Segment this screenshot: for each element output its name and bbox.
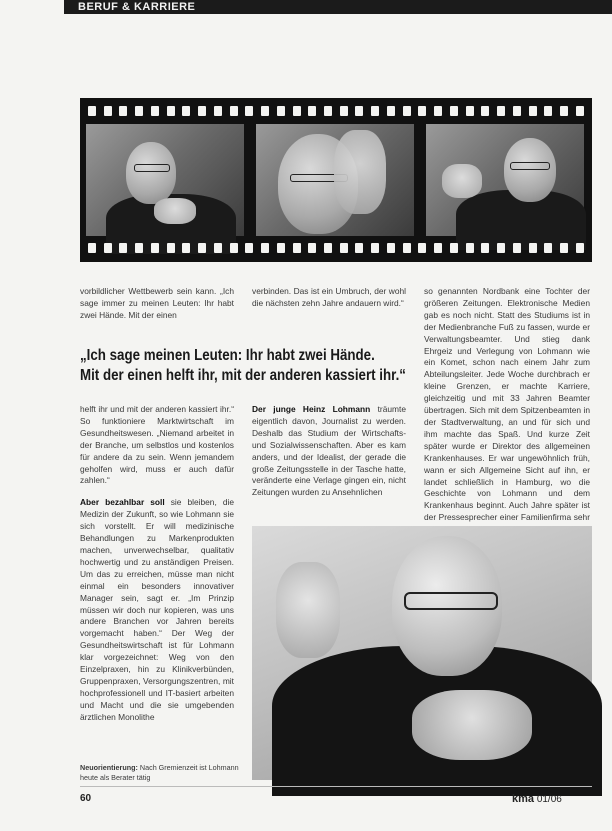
col1-p2-body: sie bleiben, die Medizin der Zukunft, so wie Lohmann sie sich vorstellt. Er will medizinische Behandlungen zu Markenprodukten machen, unverwechselbar, qualitativ hochwertig und zu anständigen Preisen. Um das zu erreichen, müsse man nicht einmal ein besonders innovativer Manager sein, sagt er. „Im Prinzip müssen wir doch nur kopieren, was uns andere Branchen vor Jahren bereits vorgemacht haben.“ Der Weg der Gesundheitswirtschaft ist für Lohmann klar vorgezeichnet: Weg von den Einzelpraxen, hin zu Klinikverbünden, Gruppenpraxen, Versorgungszentren, mit hochprofessionell und IT-basiert arbeiten und Macht und die sie umgebenden ärztlichen Monolithe <box>80 497 235 722</box>
film-frame-2 <box>256 124 414 236</box>
film-strip-photo <box>80 98 592 262</box>
photo-glasses <box>404 592 498 610</box>
pull-quote <box>80 346 406 385</box>
photo-caption <box>80 763 246 783</box>
column-2 <box>252 404 406 514</box>
col2-p1-body: träumte eigentlich davon, Journalist zu werden. Deshalb das Studium der Wirtschafts- und Sozialwissenschaften. Aber es kam anders, und der Idealist, der gerade die große Zeitungsstelle in der Tasche hatte, veränderte eine Verlage gingen ein, nicht Zeitungen wurden zu Ansehnlichen <box>252 404 406 498</box>
column-3: so genannten Nordbank eine Tochter der größeren Zeitungen. Elektronische Medien gab es noch nicht. Statt des Studiums ist in der Medienbranche Fuß zu fassen, wurde er Verwaltungsbeamter. Und stieg dank Ehrgeiz und Verlegung von Lohmann wie ein Komet, schon nach einem Jahr zum Abteilungsleiter. Jede Woche durchbrach er kleine Grenzen, er machte Karriere, gleichzeitig und mit 33 Jahren Beamter übertragen. Sich mit dem Spitzenbeamten in der Stadtverwaltung, an und für sich und ihm machte das Spaß. Und kurze Zeit später wurde er Direktor des allgemeinen Krankenhauses. Er war ungewöhnlich früh, wann er sich Allgemeine Sicht auf ihn, er landet schließlich in Hamburg, wo die Geschichte von Lohmann und dem Krankenhaus beginnt. Auch Jahre später ist der Pressesprecher einer Familienfirma sehr <box>424 286 590 523</box>
col1-paragraph-1: helft ihr und mit der anderen kassiert ihr.“ So funktioniere Marktwirtschaft im Gesundheitswesen. „Niemand arbeitet in der Branche, um selbstlos und kostenlos für andere da zu sein. Wenn jemandem geholfen wird, muss er auch dafür zahlen.“ <box>80 404 234 486</box>
photo-hands <box>412 690 532 760</box>
caption-lead: Neuorientierung: <box>80 763 138 772</box>
issue-number: 01/06 <box>536 794 562 805</box>
film-frame-3 <box>426 124 584 236</box>
pull-quote-line-2: Mit der einen helft ihr, mit der anderen kassiert ihr.“ <box>80 366 406 384</box>
col2-paragraph-1 <box>252 404 406 499</box>
photo-hand-left <box>276 562 340 658</box>
magazine-name: kma <box>512 793 535 805</box>
pull-quote-line-1: „Ich sage meinen Leuten: Ihr habt zwei Hände. <box>80 347 375 364</box>
col2-p1-lead: Der junge Heinz Lohmann <box>252 404 371 414</box>
col1-top-text: vorbildlicher Wettbewerb sein kann. „Ich sage immer zu meinen Leuten: Ihr habt zwei Hände. Mit der einen <box>80 286 234 320</box>
film-sprockets-top <box>88 106 584 117</box>
magazine-issue <box>512 793 562 805</box>
film-sprockets-bottom <box>88 243 584 254</box>
column-1 <box>80 404 234 758</box>
film-frame-1 <box>86 124 244 236</box>
caption-text: Nach Gremienzeit ist Lohmann heute als Berater tätig <box>80 763 239 782</box>
page-number: 60 <box>80 793 92 804</box>
col1-paragraph-2 <box>80 497 234 723</box>
portrait-photo <box>252 526 592 780</box>
col2-top-text: verbinden. Das ist ein Umbruch, der wohl die nächsten zehn Jahre andauern wird.“ <box>252 286 406 308</box>
col1-p2-lead: Aber bezahlbar soll <box>80 497 165 508</box>
footer-divider <box>80 786 592 787</box>
section-title: BERUF & KARRIERE <box>78 1 196 13</box>
